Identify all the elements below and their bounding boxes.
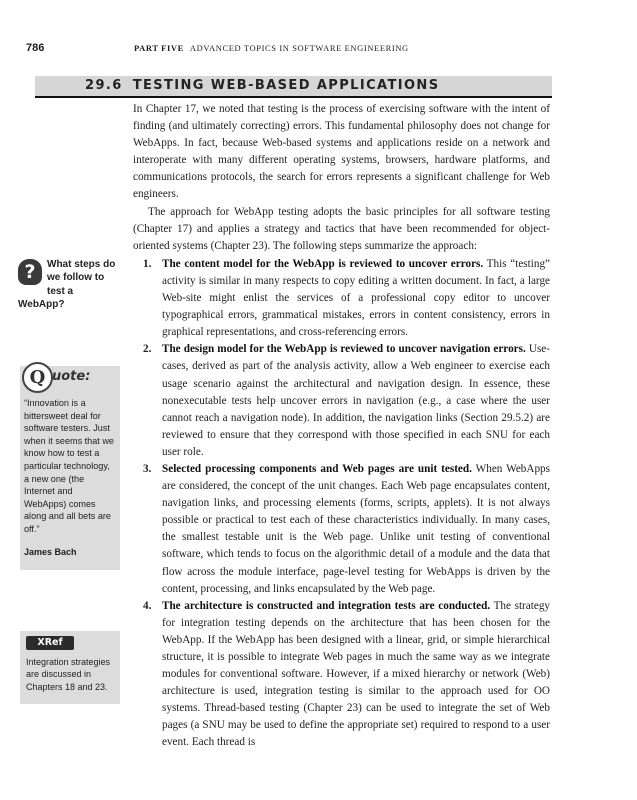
running-head: [134, 43, 409, 53]
margin-question-text: What steps do we follow to test a WebApp?: [18, 259, 116, 310]
body-text: [133, 101, 550, 752]
margin-question: [18, 258, 122, 311]
quote-text: “Innovation is a bittersweet deal for software testers. Just when it seems that we know how to test a particular technology, a new one (the Internet and WebApps) comes along and all bets are off.”: [24, 398, 114, 534]
steps-list: [133, 256, 550, 752]
section-number: 29.6: [85, 78, 123, 93]
step-lead: The design model for the WebApp is reviewed to uncover navigation errors.: [162, 343, 526, 356]
book-title: ADVANCED TOPICS IN SOFTWARE ENGINEERING: [189, 43, 409, 53]
step-number: 4.: [143, 599, 152, 612]
section-title-text: TESTING WEB-BASED APPLICATIONS: [132, 78, 440, 93]
step-lead: The architecture is constructed and integration tests are conducted.: [162, 599, 491, 612]
paragraph: In Chapter 17, we noted that testing is the process of exercising software with the intent of finding (and ultimately correcting) errors. This fundamental philosophy does not change for WebApps. In fact, because Web-based systems and applications reside on a network and interoperate with many different operating systems, browsers, hardware platforms, and communications protocols, the search for errors represents a significant challenge for Web engineers.: [133, 103, 550, 201]
step-text: The strategy for integration testing depends on the architecture that has been chosen for the WebApp. If the WebApp has been designed with a linear, grid, or simple hierarchical structure, it is possible to integrate Web pages in much the same way as we integrate modules for conventional software. However, if a mixed hierarchy or network (Web) architecture is used, integration testing is similar to the approach used for OO systems. Thread-based testing (Chapter 23) can be used to integrate the set of Web pages (a SNU may be used to define the appropriate set) required to respond to a user event. Each thread is: [162, 599, 551, 749]
step-number: 2.: [143, 343, 152, 356]
xref-text: Integration strategies are discussed in Chapters 18 and 23.: [26, 657, 111, 692]
step-text: When WebApps are considered, the concept of the unit changes. Each Web page encapsulates content, navigation links, and processing elements (forms, scripts, applets). It is not always possible or practical to test each of these characteristics individually. In many cases, the smallest testable unit is the Web page. Unlike unit testing of conventional software, which tends to focus on the algorithmic detail of a module and the data that flow across the module interface, page-level testing for WebApps is driven by the content, processing, and links encapsulated by the Web page.: [162, 462, 550, 595]
question-icon: ?: [18, 259, 42, 285]
paragraph: The approach for WebApp testing adopts the basic principles for all software testing (Chapter 17) and applies a strategy and tactics that have been recommended for object-oriented systems (Chapter 23). The following steps summarize the approach:: [133, 205, 550, 252]
quote-sidebar: [20, 366, 120, 570]
quote-author: James Bach: [24, 547, 77, 557]
step-item: [133, 341, 550, 461]
quote-label-text: uote:: [52, 369, 91, 384]
step-number: 1.: [143, 257, 152, 270]
step-item: [133, 461, 550, 598]
running-header: [26, 42, 577, 56]
step-text: This “testing” activity is similar in many respects to copy editing a written document. In fact, a large Web-site might enlist the services of a professional copy editor to uncover typographical errors, grammatical mistakes, errors in content consistency, errors in graphical representations, and cross-referencing errors.: [162, 257, 551, 339]
step-lead: Selected processing components and Web pages are unit tested.: [162, 462, 472, 475]
step-lead: The content model for the WebApp is reviewed to uncover errors.: [162, 257, 484, 270]
step-item: [133, 598, 550, 752]
section-heading-bar: [35, 76, 552, 98]
page-number: 786: [26, 42, 45, 54]
step-item: [133, 256, 550, 341]
step-number: 3.: [143, 462, 152, 475]
part-label: PART FIVE: [134, 43, 184, 53]
xref-sidebar: [20, 631, 120, 704]
quote-icon: Q: [22, 362, 53, 393]
section-title: [85, 78, 439, 93]
xref-label: XRef: [26, 636, 74, 650]
step-text: Use-cases, derived as part of the analysis activity, allow a Web engineer to exercise each usage scenario against the architectural and navigation design. In essence, these nonexecutable tests help uncover errors in navigation (e.g., a case where the user cannot reach a navigation node). In addition, the navigation links (Section 29.5.2) are reviewed to ensure that they correspond with those specified in each SNU for each user role.: [162, 343, 550, 458]
